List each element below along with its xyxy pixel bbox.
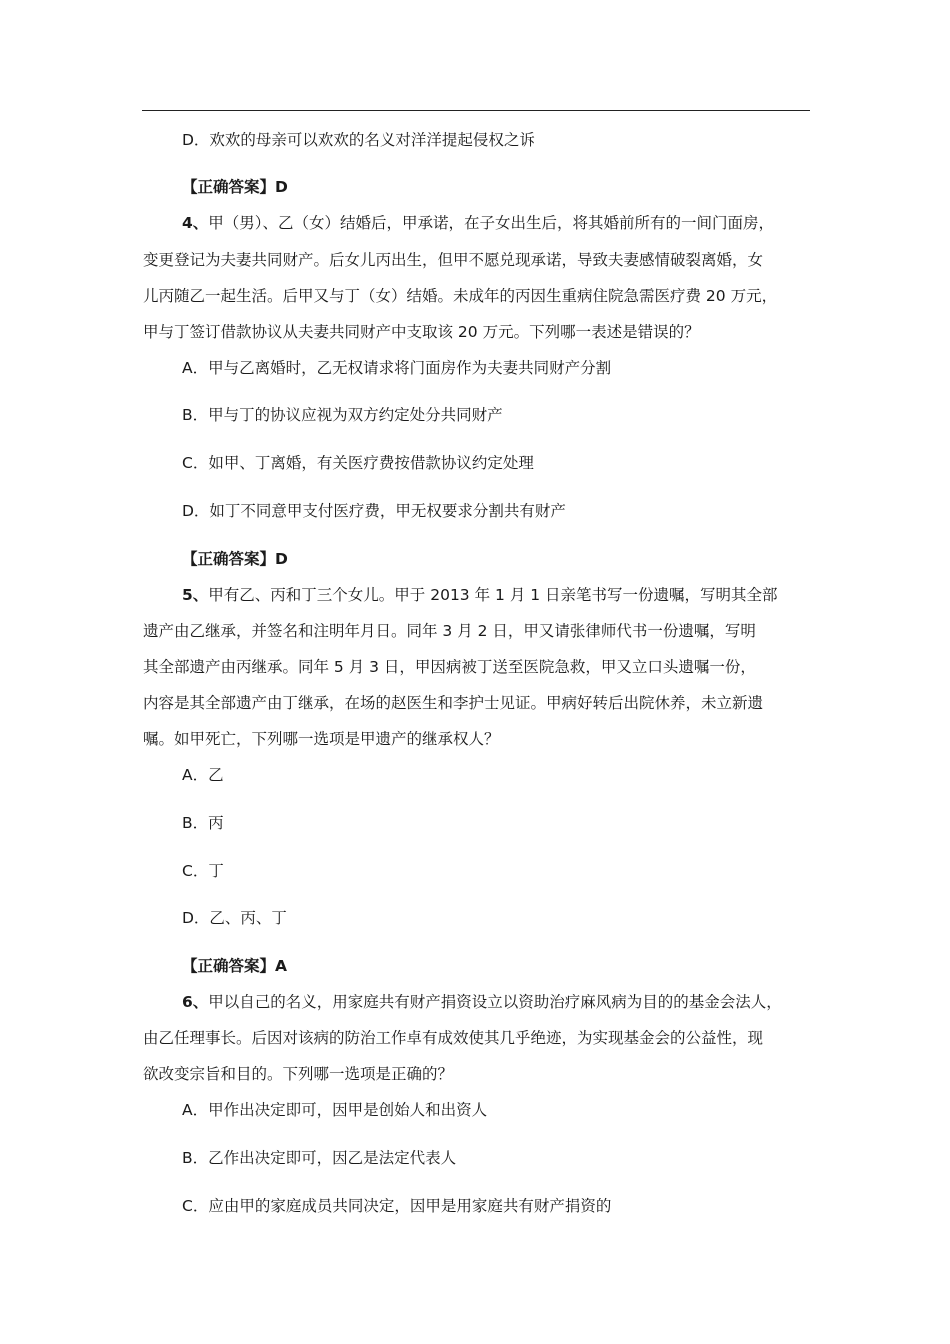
question-6-option-c: C．应由甲的家庭成员共同决定，因甲是用家庭共有财产捐资的 bbox=[182, 1197, 612, 1215]
prev-option-d: D．欢欢的母亲可以欢欢的名义对洋洋提起侵权之诉 bbox=[182, 131, 535, 149]
question-6-line-2: 由乙任理事长。后因对该病的防治工作卓有成效使其几乎绝迹，为实现基金会的公益性，现 bbox=[143, 1029, 764, 1047]
question-6-number: 6、 bbox=[182, 993, 209, 1011]
question-4-line-3: 儿丙随乙一起生活。后甲又与丁（女）结婚。未成年的丙因生重病住院急需医疗费 20 万元， bbox=[143, 287, 778, 305]
question-5-number: 5、 bbox=[182, 586, 209, 604]
question-6-option-a: A．甲作出决定即可，因甲是创始人和出资人 bbox=[182, 1101, 488, 1119]
question-5-option-a: A．乙 bbox=[182, 766, 224, 784]
question-4-option-c: C．如甲、丁离婚，有关医疗费按借款协议约定处理 bbox=[182, 454, 534, 472]
question-4-line-2: 变更登记为夫妻共同财产。后女儿丙出生，但甲不愿兑现承诺，导致夫妻感情破裂离婚，女 bbox=[143, 251, 764, 269]
question-5-line-3: 其全部遗产由丙继承。同年 5 月 3 日，甲因病被丁送至医院急救，甲又立口头遗嘱一份， bbox=[143, 658, 756, 676]
answer-3: 【正确答案】D bbox=[182, 178, 288, 196]
question-5-line-5: 嘱。如甲死亡，下列哪一选项是甲遗产的继承权人？ bbox=[143, 730, 500, 748]
question-5-line-1: 5、甲有乙、丙和丁三个女儿。甲于 2013 年 1 月 1 日亲笔书写一份遗嘱，写明其全部 bbox=[182, 586, 778, 604]
question-4-option-a: A．甲与乙离婚时，乙无权请求将门面房作为夫妻共同财产分割 bbox=[182, 359, 612, 377]
question-6-option-b: B．乙作出决定即可，因乙是法定代表人 bbox=[182, 1149, 457, 1167]
question-4-option-d: D．如丁不同意甲支付医疗费，甲无权要求分割共有财产 bbox=[182, 502, 566, 520]
question-6-line-1: 6、甲以自己的名义，用家庭共有财产捐资设立以资助治疗麻风病为目的的基金会法人， bbox=[182, 993, 782, 1011]
answer-5: 【正确答案】A bbox=[182, 957, 287, 975]
question-4-number: 4、 bbox=[182, 214, 209, 232]
question-5-line-2: 遗产由乙继承，并签名和注明年月日。同年 3 月 2 日，甲又请张律师代书一份遗嘱，写明 bbox=[143, 622, 756, 640]
answer-4: 【正确答案】D bbox=[182, 550, 288, 568]
question-4-line-4: 甲与丁签订借款协议从夫妻共同财产中支取该 20 万元。下列哪一表述是错误的？ bbox=[143, 323, 700, 341]
question-4-option-b: B．甲与丁的协议应视为双方约定处分共同财产 bbox=[182, 406, 503, 424]
question-5-line-4: 内容是其全部遗产由丁继承，在场的赵医生和李护士见证。甲病好转后出院休养，未立新遗 bbox=[143, 694, 764, 712]
header-rule bbox=[142, 110, 810, 111]
question-5-option-c: C．丁 bbox=[182, 862, 224, 880]
question-6-line-3: 欲改变宗旨和目的。下列哪一选项是正确的？ bbox=[143, 1065, 454, 1083]
question-5-option-d: D．乙、丙、丁 bbox=[182, 909, 287, 927]
question-5-option-b: B．丙 bbox=[182, 814, 224, 832]
question-4-line-1: 4、甲（男）、乙（女）结婚后，甲承诺，在子女出生后，将其婚前所有的一间门面房， bbox=[182, 214, 775, 232]
